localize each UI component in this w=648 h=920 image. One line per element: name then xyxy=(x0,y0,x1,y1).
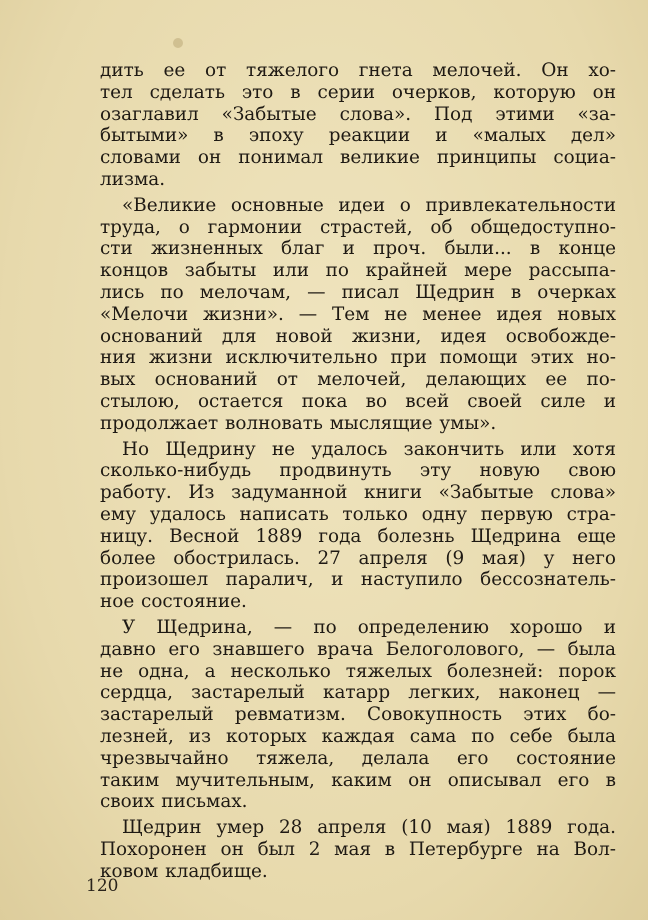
text-line: «Мелочи жизни». — Тем не менее идея новых xyxy=(100,303,616,325)
text-line: ковом кладбище. xyxy=(100,860,268,882)
text-line: таким мучительным, каким он описывал его в xyxy=(100,769,616,791)
text-line: своих письмах. xyxy=(100,791,248,813)
text-line: застарелый ревматизм. Совокупность этих бо- xyxy=(100,704,616,726)
text-line: работу. Из задуманной книги «Забытые слова» xyxy=(100,482,616,504)
paragraph xyxy=(100,817,616,882)
text-line: тел сделать это в серии очерков, которую он xyxy=(100,81,616,103)
paragraph xyxy=(100,439,616,613)
text-line: продолжает волновать мыслящие умы». xyxy=(100,412,497,434)
text-line: более обострилась. 27 апреля (9 мая) у него xyxy=(100,547,616,569)
paper-stain xyxy=(173,38,183,48)
text-line: бытыми» в эпоху реакции и «малых дел» xyxy=(100,125,616,147)
text-line: сти жизненных благ и проч. были... в конце xyxy=(100,238,616,260)
text-line: ему удалось написать только одну первую стра- xyxy=(100,503,616,525)
text-line: ния жизни исключительно при помощи этих но- xyxy=(100,347,616,369)
text-line: сколько-нибудь продвинуть эту новую свою xyxy=(100,460,616,482)
text-line: лизма. xyxy=(100,168,166,190)
body-text xyxy=(100,60,616,882)
text-line: произошел паралич, и наступило бессознатель- xyxy=(100,569,616,591)
text-line: ницу. Весной 1889 года болезнь Щедрина еще xyxy=(100,525,616,547)
text-line: стылою, остается пока во всей своей силе и xyxy=(100,390,616,412)
text-line: озаглавил «Забытые слова». Под этими «за- xyxy=(100,103,616,125)
text-line: концов забыты или по крайней мере рассыпа- xyxy=(100,260,616,282)
text-line: «Великие основные идеи о привлекательности xyxy=(122,194,616,216)
text-line: лись по мелочам, — писал Щедрин в очерках xyxy=(100,281,616,303)
text-line: лезней, из которых каждая сама по себе была xyxy=(100,725,616,747)
text-line: Щедрин умер 28 апреля (10 мая) 1889 года. xyxy=(122,817,616,839)
text-line: словами он понимал великие принципы социа- xyxy=(100,147,616,169)
text-line: ное состояние. xyxy=(100,591,247,613)
paragraph xyxy=(100,60,616,191)
text-line: давно его знавшего врача Белоголового, — была xyxy=(100,638,616,660)
text-line: сердца, застарелый катарр легких, наконец — xyxy=(100,682,616,704)
text-line: Но Щедрину не удалось закончить или хотя xyxy=(122,438,616,460)
text-line: У Щедрина, — по определению хорошо и xyxy=(122,616,616,638)
page-number: 120 xyxy=(86,876,119,896)
text-line: вых оснований от мелочей, делающих ее по- xyxy=(100,369,616,391)
text-line: чрезвычайно тяжела, делала его состояние xyxy=(100,747,616,769)
text-line: дить ее от тяжелого гнета мелочей. Он хо- xyxy=(100,60,616,81)
text-line: труда, о гармонии страстей, об общедоступно- xyxy=(100,216,616,238)
paragraph xyxy=(100,195,616,435)
text-line: не одна, а несколько тяжелых болезней: порок xyxy=(100,660,616,682)
text-line: оснований для новой жизни, идея освобожде- xyxy=(100,325,616,347)
paragraph xyxy=(100,617,616,813)
text-line: Похоронен он был 2 мая в Петербурге на Вол- xyxy=(100,838,616,860)
